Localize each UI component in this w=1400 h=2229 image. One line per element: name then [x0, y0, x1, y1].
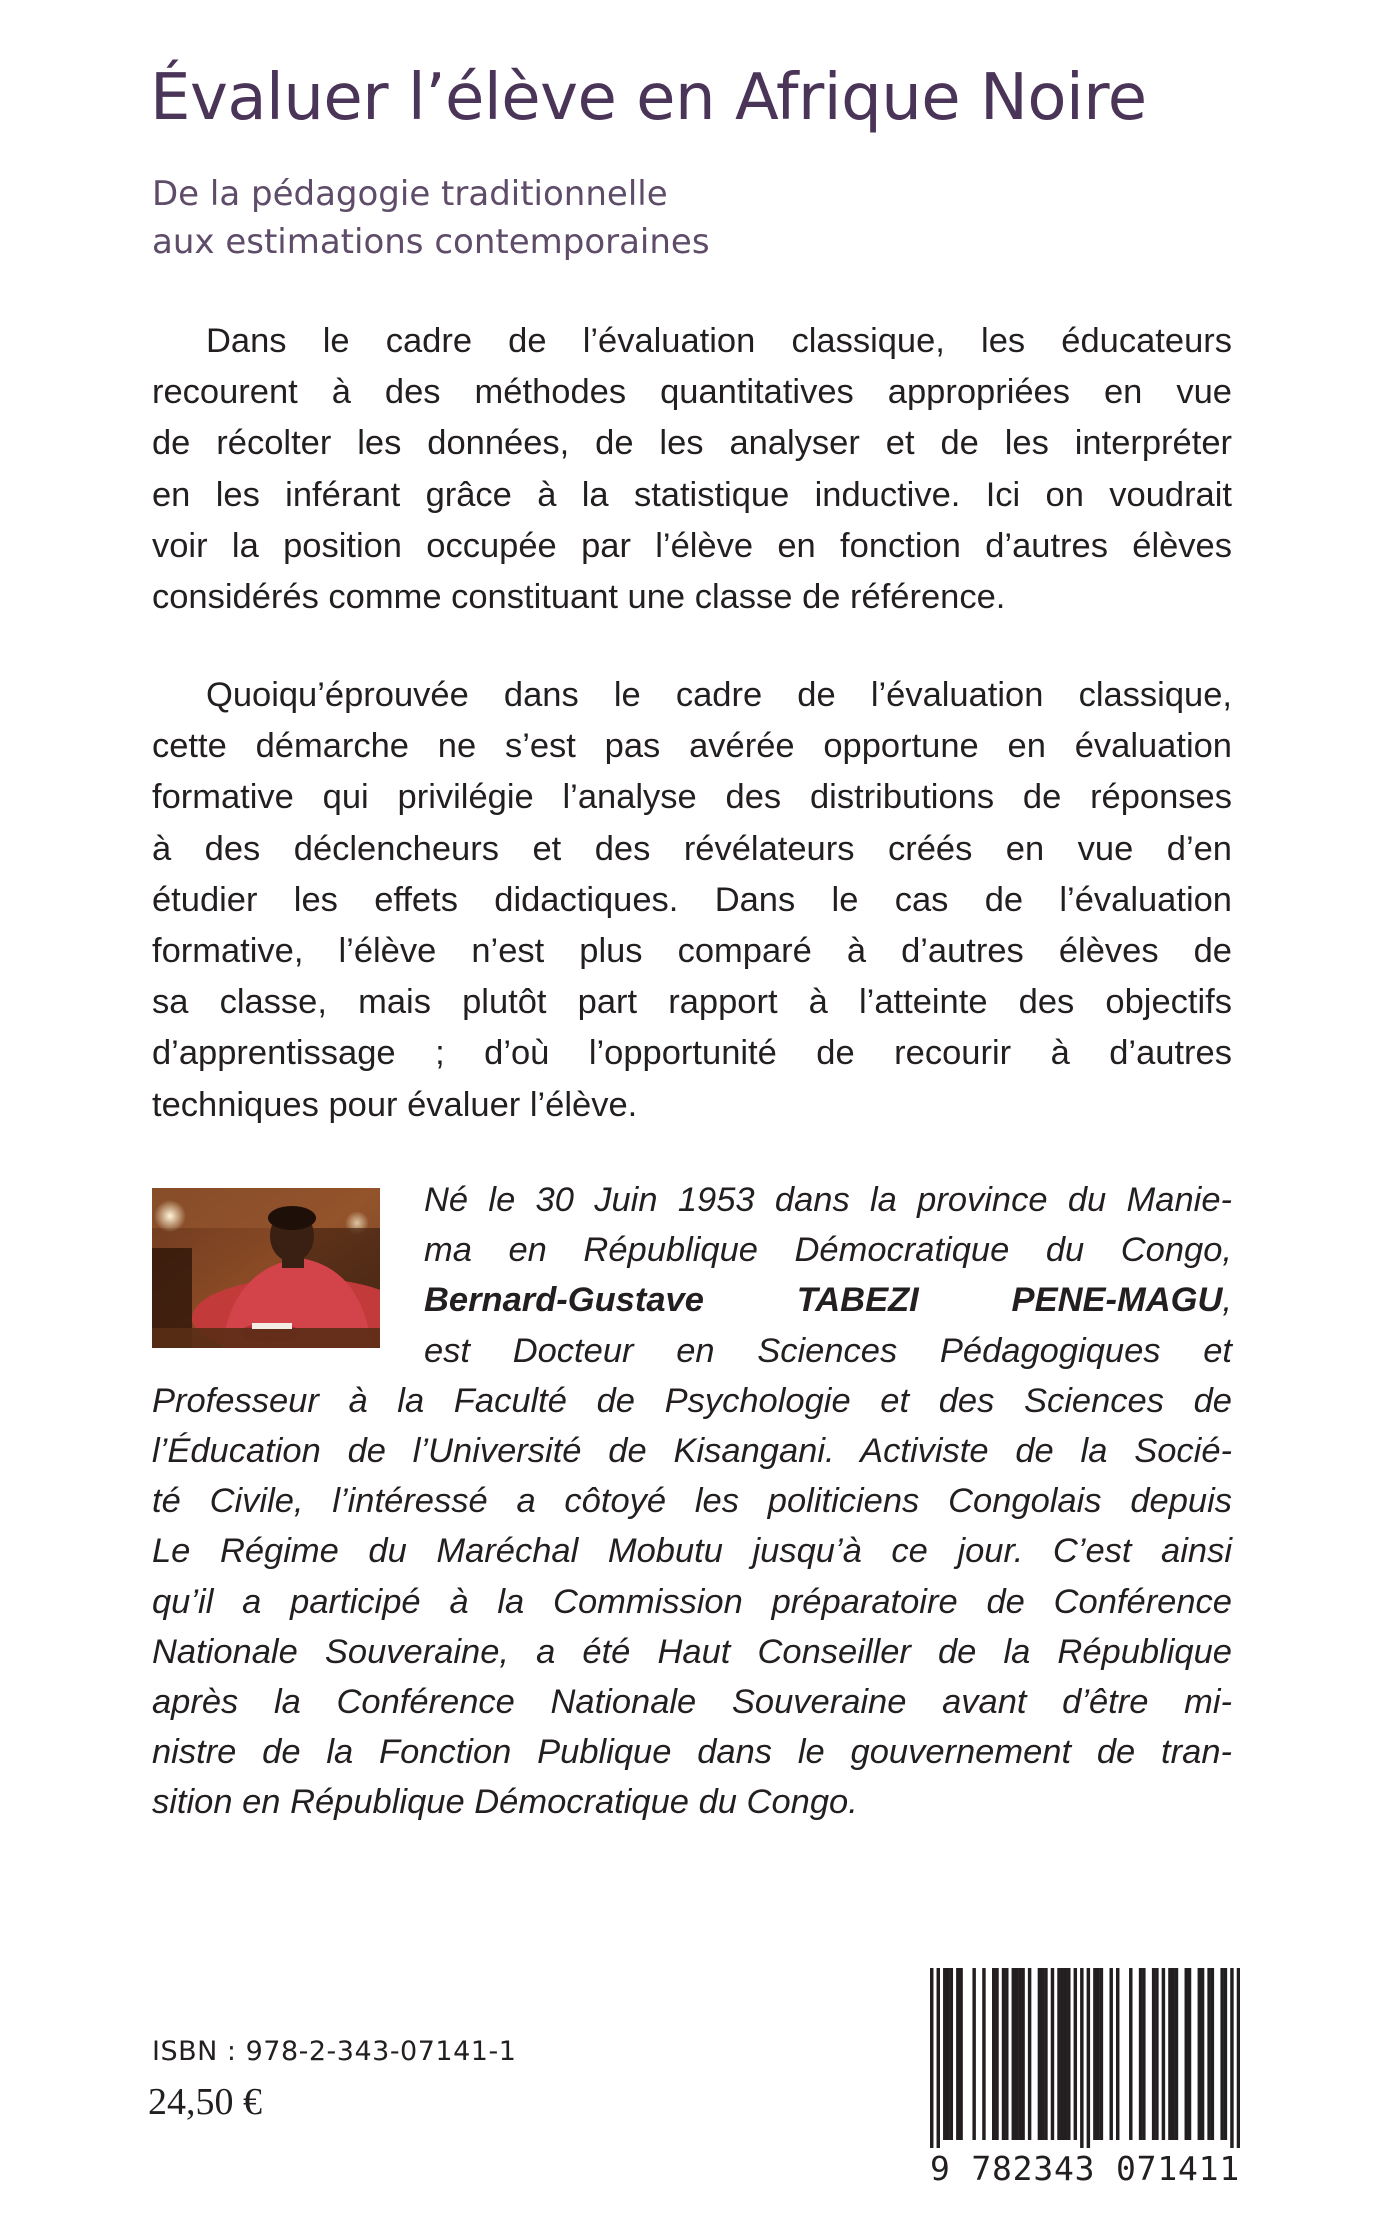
barcode-bar — [959, 1968, 962, 2140]
bio-line: nistre de la Fonction Publique dans le gouvernement de tran- — [152, 1733, 1232, 1772]
price-label: 24,50 € — [148, 2081, 262, 2123]
barcode-bar — [1038, 1968, 1041, 2140]
barcode-bar — [1109, 1968, 1112, 2140]
barcode-bar — [1041, 1968, 1044, 2140]
text-line: sa classe, mais plutôt part rapport à l’atteinte des objectifs — [152, 983, 1232, 1022]
barcode-bar — [1220, 1968, 1223, 2140]
bio-line: après la Conférence Nationale Souveraine avant d’être mi- — [152, 1683, 1232, 1722]
bio-line: Le Régime du Maréchal Mobutu jusqu’à ce jour. C’est ainsi — [152, 1532, 1232, 1571]
text-line: techniques pour évaluer l’élève. — [152, 1085, 638, 1124]
text-line: formative, l’élève n’est plus comparé à d’autres élèves de — [152, 932, 1232, 971]
book-title: Évaluer l’élève en Afrique Noire — [150, 61, 1147, 135]
bio-line: sition en République Démocratique du Congo. — [152, 1783, 858, 1822]
blurb-paragraph-1 — [152, 316, 1232, 623]
text-line: en les inférant grâce à la statistique inductive. Ici on voudrait — [152, 475, 1232, 514]
barcode-bar — [972, 1968, 975, 2140]
barcode-bar — [1168, 1968, 1171, 2140]
barcode-bar — [1067, 1968, 1070, 2140]
barcode-bar — [1002, 1968, 1005, 2140]
barcode-bar — [1224, 1968, 1227, 2140]
barcode-bar — [1188, 1968, 1191, 2140]
text-line: à des déclencheurs et des révélateurs créés en vue d’en — [152, 829, 1232, 868]
barcode-bar — [1093, 1968, 1096, 2140]
barcode-bar — [1155, 1968, 1158, 2140]
barcode-bar — [1198, 1968, 1201, 2140]
bio-line: ma en République Démocratique du Congo, — [424, 1231, 1232, 1270]
barcode-bar — [946, 1968, 949, 2140]
blurb-paragraph-2 — [152, 670, 1232, 1131]
barcode-bar — [1116, 1968, 1119, 2140]
barcode-bar — [1012, 1968, 1015, 2140]
text-line: Quoiqu’éprouvée dans le cadre de l’évaluation classique, — [206, 676, 1232, 714]
barcode-bar — [1074, 1968, 1077, 2140]
barcode-bar — [1129, 1968, 1132, 2140]
subtitle-line: aux estimations contemporaines — [152, 222, 710, 262]
barcode-bar — [1057, 1968, 1060, 2140]
barcode-guard-bar — [937, 1968, 940, 2148]
text-line: Dans le cadre de l’évaluation classique, les éducateurs — [206, 322, 1232, 360]
text-line: cette démarche ne s’est pas avérée opportune en évaluation — [152, 727, 1232, 766]
barcode-bar — [1100, 1968, 1103, 2140]
barcode-bar — [1044, 1968, 1047, 2140]
barcode-digits: 9 782343 071411 — [930, 2149, 1241, 2188]
barcode-bar — [1018, 1968, 1021, 2140]
barcode-bar — [1021, 1968, 1024, 2140]
barcode-bar — [1139, 1968, 1142, 2140]
barcode-bar — [1064, 1968, 1067, 2140]
barcode-bar — [1005, 1968, 1008, 2140]
barcode-bar — [1096, 1968, 1099, 2140]
barcode-bar — [956, 1968, 959, 2140]
barcode-bar — [1171, 1968, 1174, 2140]
barcode-bar — [1185, 1968, 1188, 2140]
subtitle-line: De la pédagogie traditionnelle — [152, 174, 668, 214]
barcode-guard-bar — [1087, 1968, 1090, 2148]
barcode-bar — [1211, 1968, 1214, 2140]
text-line: étudier les effets didactiques. Dans le cas de l’évaluation — [152, 880, 1232, 919]
barcode-guard-bar — [1237, 1968, 1240, 2148]
barcode-bar — [1162, 1968, 1165, 2140]
barcode-bar — [1152, 1968, 1155, 2140]
author-name: Bernard-Gustave TABEZI PENE-MAGU — [424, 1281, 1223, 1320]
barcode-bar — [950, 1968, 953, 2140]
barcode-bars — [930, 1968, 1240, 2148]
bio-line: Nationale Souveraine, a été Haut Conseiller de la République — [152, 1632, 1232, 1671]
barcode-bar — [982, 1968, 985, 2140]
bio-line: té Civile, l’intéressé a côtoyé les politiciens Congolais depuis — [152, 1482, 1232, 1521]
barcode-bar — [1051, 1968, 1054, 2140]
barcode-bar — [943, 1968, 946, 2140]
barcode-guard-bar — [1080, 1968, 1083, 2148]
text-line: de récolter les données, de les analyser et de les interpréter — [152, 424, 1232, 463]
barcode — [930, 1968, 1240, 2193]
text-line: considérés comme constituant une classe de référence. — [152, 578, 1006, 617]
text-line: formative qui privilégie l’analyse des distributions de réponses — [152, 778, 1232, 817]
barcode-bar — [992, 1968, 995, 2140]
bio-line: Professeur à la Faculté de Psychologie et des Sciences de — [152, 1381, 1232, 1420]
barcode-bar — [1207, 1968, 1210, 2140]
barcode-bar — [1142, 1968, 1145, 2140]
bio-line: Né le 30 Juin 1953 dans la province du Manie- — [424, 1181, 1232, 1219]
author-bio — [152, 1175, 1232, 1828]
bio-line — [152, 1275, 1232, 1325]
barcode-bar — [1061, 1968, 1064, 2140]
barcode-bar — [1175, 1968, 1178, 2140]
barcode-bar — [1015, 1968, 1018, 2140]
bio-line: est Docteur en Sciences Pédagogiques et — [424, 1331, 1232, 1370]
bio-punctuation: , — [1222, 1281, 1232, 1320]
text-line: recourent à des méthodes quantitatives appropriées en vue — [152, 373, 1232, 412]
bio-line: qu’il a participé à la Commission préparatoire de Conférence — [152, 1582, 1232, 1621]
book-subtitle — [152, 170, 1052, 266]
barcode-bar — [1028, 1968, 1031, 2140]
text-line: d’apprentissage ; d’où l’opportunité de recourir à d’autres — [152, 1034, 1232, 1073]
isbn-label: ISBN : 978-2-343-07141-1 — [152, 2036, 517, 2067]
barcode-guard-bar — [1230, 1968, 1233, 2148]
bio-line: l’Éducation de l’Université de Kisangani. Activiste de la Socié- — [152, 1432, 1232, 1471]
barcode-guard-bar — [930, 1968, 933, 2148]
barcode-bar — [1201, 1968, 1204, 2140]
barcode-bar — [995, 1968, 998, 2140]
text-line: voir la position occupée par l’élève en fonction d’autres élèves — [152, 526, 1232, 565]
